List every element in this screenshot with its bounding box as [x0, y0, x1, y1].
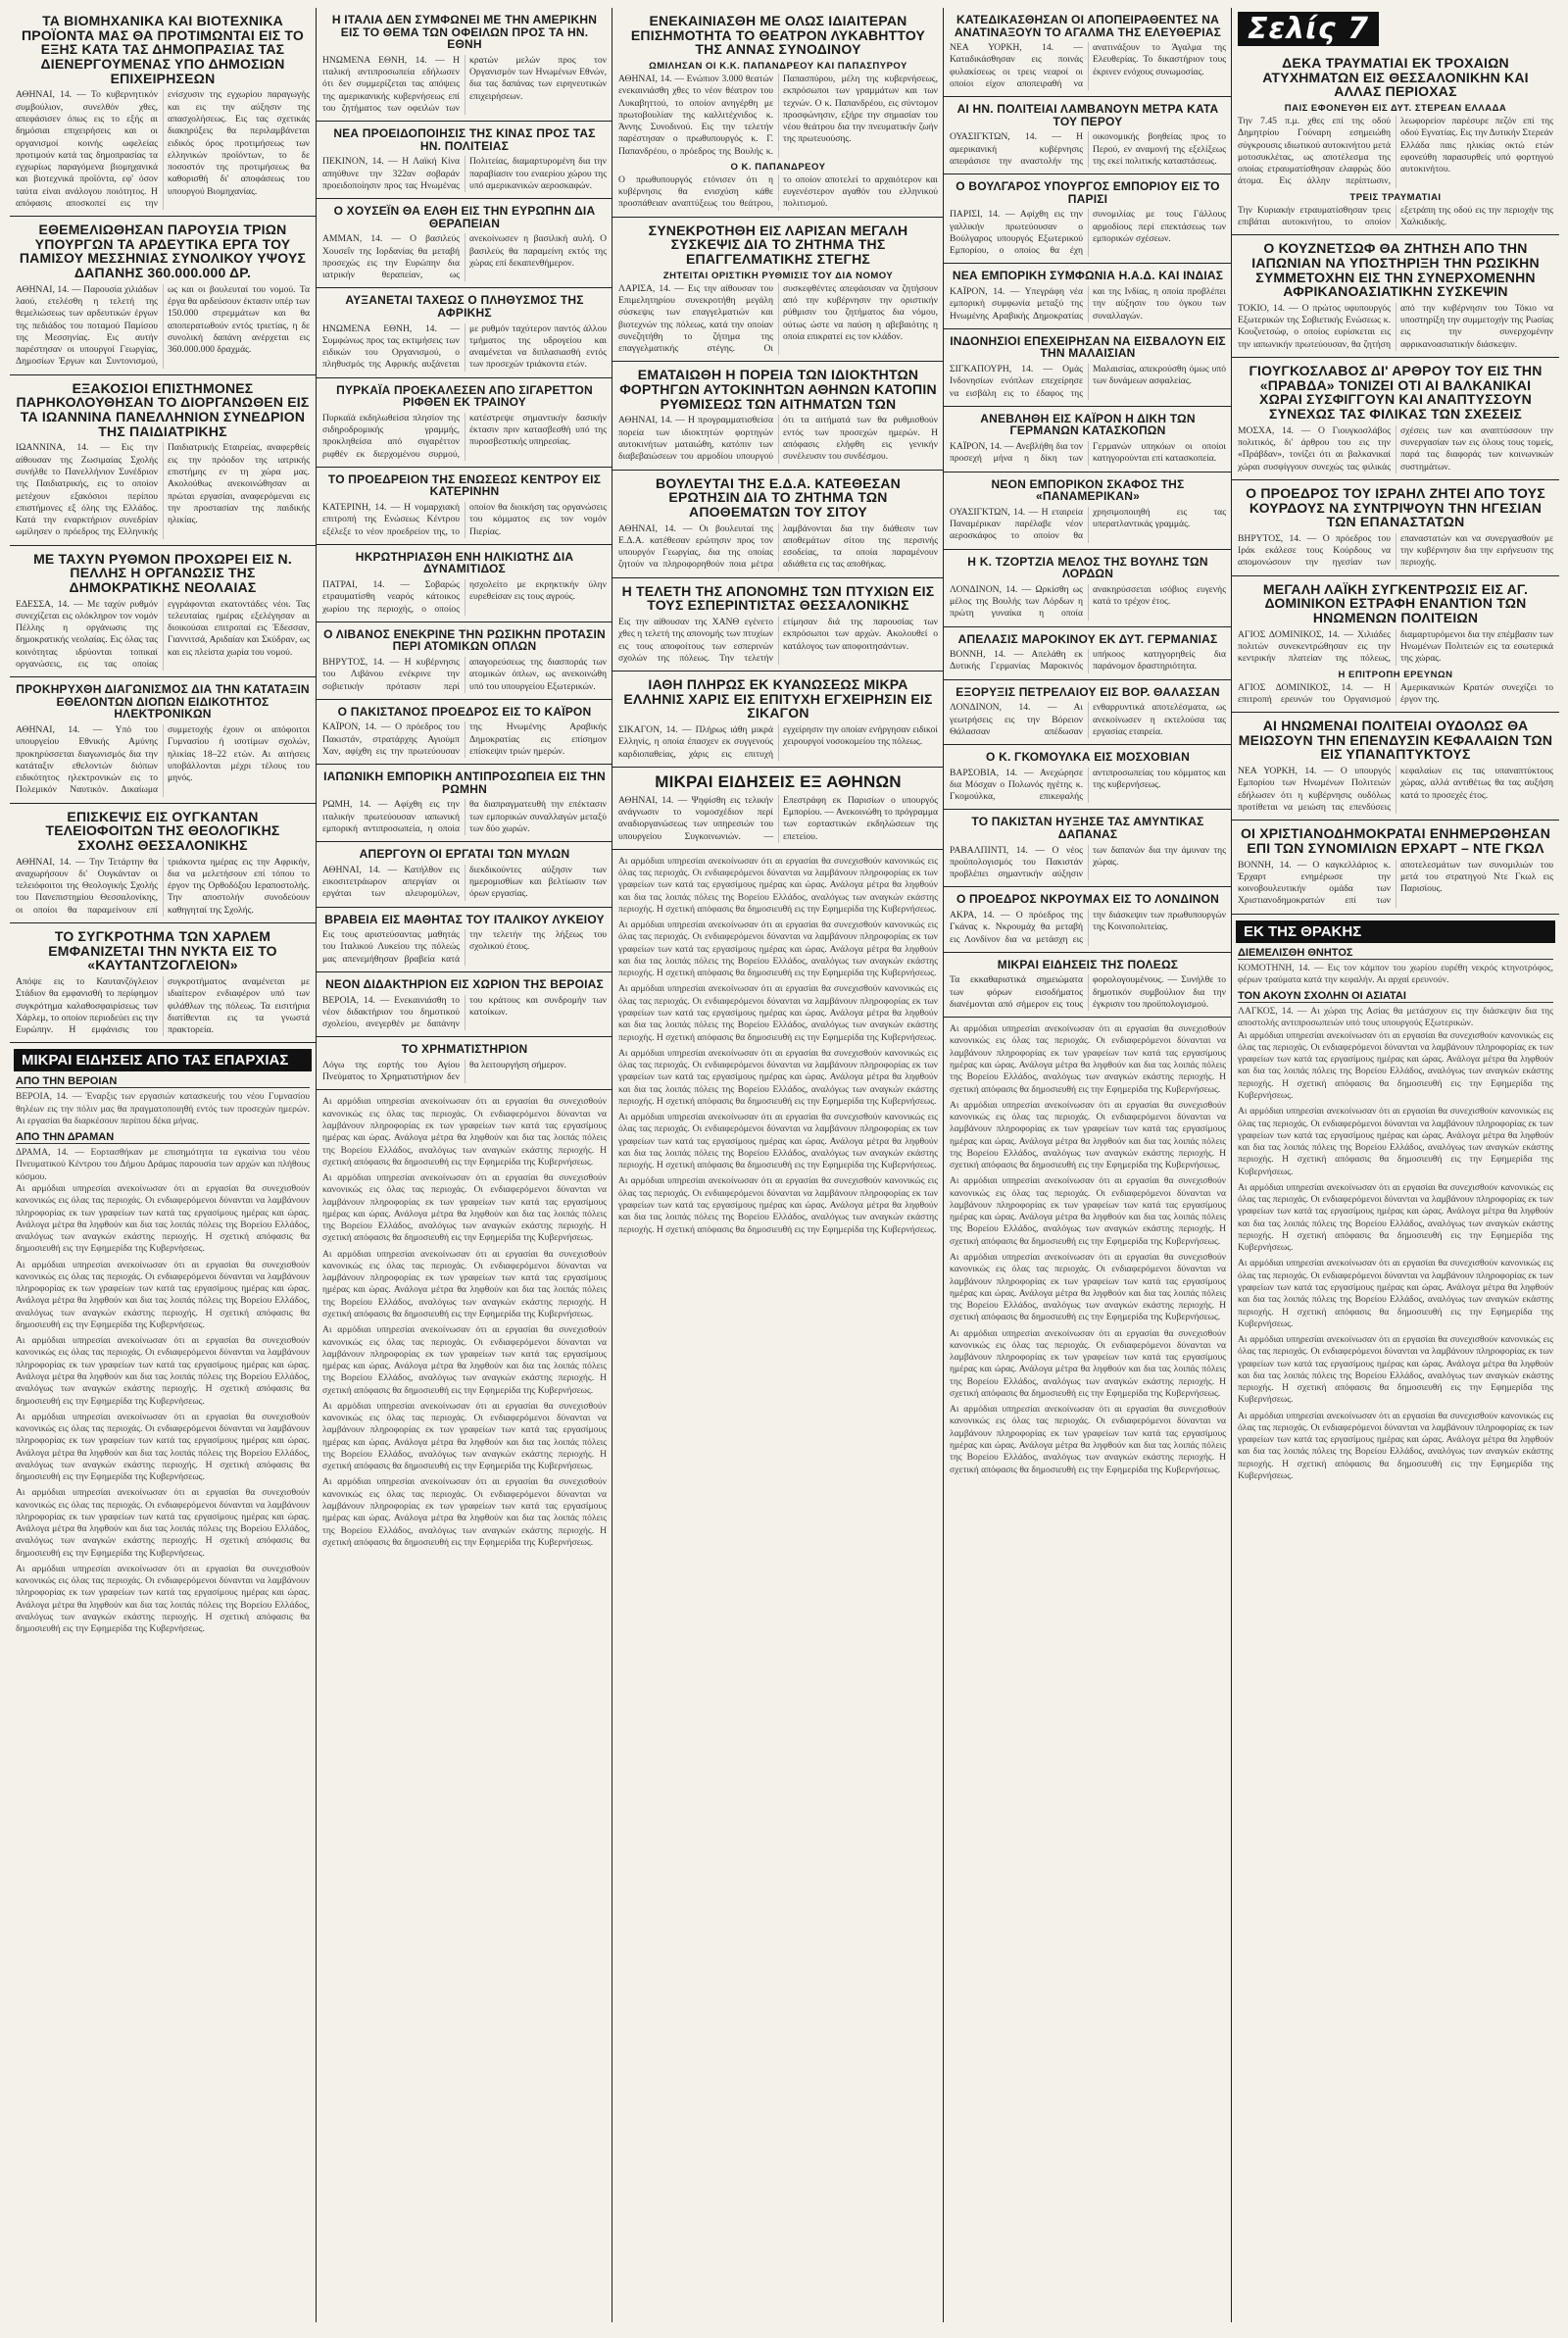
news-article	[317, 551, 612, 622]
article-body: ΚΑΪΡΟΝ, 14. — Ανεβλήθη δια τον προσεχή μήνα η δίκη των Γερμανών υπηκόων οι οποίοι κατηγορούνται επί κατασκοπεία.	[950, 441, 1226, 465]
article-body: ΡΩΜΗ, 14. — Αφίχθη εις την ιταλικήν πρωτεύουσαν ιαπωνική εμπορική αντιπροσωπεία, η οποία θα διαπραγματευθή την επέκτασιν των εμπορικών συναλλαγών μεταξύ των δύο χωρών.	[322, 799, 607, 834]
article-headline: ΙΝΔΟΝΗΣΙΟΙ ΕΠΕΧΕΙΡΗΣΑΝ ΝΑ ΕΙΣΒΑΛΟΥΝ ΕΙΣ ΤΗΝ ΜΑΛΑΙΣΙΑΝ	[950, 333, 1226, 361]
news-article	[612, 773, 944, 850]
article-body: ΛΟΝΔΙΝΟΝ, 14. — Αι γεωτρήσεις εις την Βόρειον Θάλασσαν απέδωσαν ενθαρρυντικά αποτελέσματα, ως ανεκοίνωσεν η εκτελούσα τας εργασίας εταιρεία.	[950, 702, 1226, 737]
column-continuation-text: Αι αρμόδιαι υπηρεσίαι ανεκοίνωσαν ότι αι εργασίαι θα συνεχισθούν κανονικώς εις όλας τας περιοχάς. Οι ενδιαφερόμενοι δύνανται να λαμβάνουν πληροφορίας εκ των γραφείων των κατά τας εργασίμους ημέρας και ώρας. Ανάλογα μέτρα θα ληφθούν και δια τας λοιπάς πόλεις της Βορείου Ελλάδος, αναλόγως των αναγκών εκάστης περιοχής. Η σχετική απόφασις θα δημοσιευθή εις την Εφημερίδα της Κυβερνήσεως.	[618, 1112, 938, 1171]
article-body: ΑΚΡΑ, 14. — Ο πρόεδρος της Γκάνας κ. Νκρουμάχ θα μεταβή εις Λονδίνον δια να μετάσχη εις την διάσκεψιν των πρωθυπουργών της Κοινοπολιτείας.	[950, 910, 1226, 945]
article-headline: ΤΟ ΠΡΟΕΔΡΕΙΟΝ ΤΗΣ ΕΝΩΣΕΩΣ ΚΕΝΤΡΟΥ ΕΙΣ ΚΑΤΕΡΙΝΗΝ	[327, 472, 602, 499]
section-banner: ΕΚ ΤΗΣ ΘΡΑΚΗΣ	[1236, 920, 1555, 943]
page-number-label: Σελίς 7	[1238, 12, 1379, 46]
news-article	[1232, 241, 1559, 358]
news-article	[944, 556, 1232, 627]
column-continuation-text: Αι αρμόδιαι υπηρεσίαι ανεκοίνωσαν ότι αι εργασίαι θα συνεχισθούν κανονικώς εις όλας τας περιοχάς. Οι ενδιαφερόμενοι δύνανται να λαμβάνουν πληροφορίας εκ των γραφείων των κατά τας εργασίμους ημέρας και ώρας. Ανάλογα μέτρα θα ληφθούν και δια τας λοιπάς πόλεις της Βορείου Ελλάδος, αναλόγως των αναγκών εκάστης περιοχής. Η σχετική απόφασις θα δημοσιευθή εις την Εφημερίδα της Κυβερνήσεως.	[1238, 1258, 1553, 1329]
article-body: ΑΘΗΝΑΙ, 14. — Ψηφίσθη εις τελικήν ανάγνωσιν το νομοσχέδιον περί αναδιοργανώσεως των υπηρεσιών του υπουργείου Συγκοινωνιών. — Επεστράφη εκ Παρισίων ο υπουργός Εμπορίου. — Ανεκοινώθη το πρόγραμμα των εορταστικών εκδηλώσεων της επετείου.	[618, 794, 938, 842]
news-article	[1232, 56, 1559, 235]
article-headline: ΤΟ ΧΡΗΜΑΤΙΣΤΗΡΙΟΝ	[401, 1042, 528, 1057]
article-body: Εις την αίθουσαν της ΧΑΝΘ εγένετο χθες η τελετή της απονομής των πτυχίων εις τους αποφοίτους των εσπερινών σχολών της πόλεως. Την τελετήν ετίμησαν διά της παρουσίας των εκπρόσωποι των αρχών. Ακολουθεί ο κατάλογος των αποφοιτησάντων.	[618, 617, 938, 664]
article-headline: ΙΑΠΩΝΙΚΗ ΕΜΠΟΡΙΚΗ ΑΝΤΙΠΡΟΣΩΠΕΙΑ ΕΙΣ ΤΗΝ ΡΩΜΗΝ	[323, 770, 606, 796]
article-body: ΛΑΡΙΣΑ, 14. — Εις την αίθουσαν του Επιμελητηρίου συνεκροτήθη μεγάλη σύσκεψις των επαγγελματιών και βιοτεχνών της πόλεως, κατά την οποίαν συνεζητήθη το ζήτημα της επαγγελματικής στέγης. Οι συσκεφθέντες απεφάσισαν να ζητήσουν από την κυβέρνησιν την οριστικήν ρύθμισιν του ζητήματος δια νόμου, ούτως ώστε να παύση η αβεβαιότης η οποία επικρατεί εις τον κλάδον.	[618, 282, 938, 355]
article-headline: ΚΑΤΕΔΙΚΑΣΘΗΣΑΝ ΟΙ ΑΠΟΠΕΙΡΑΘΕΝΤΕΣ ΝΑ ΑΝΑΤΙΝΑΞΟΥΝ ΤΟ ΑΓΑΛΜΑ ΤΗΣ ΕΛΕΥΘΕΡΙΑΣ	[954, 13, 1222, 39]
article-body: ΝΕΑ ΥΟΡΚΗ, 14. — Ο υπουργός Εμπορίου των Ηνωμένων Πολιτειών εδήλωσεν ότι η κυβέρνησις ουδόλως προτίθεται να μειώση τας επενδύσεις κεφαλαίων εις τας υπαναπτύκτους χώρας, αλλά αντιθέτως θα τας αυξήση κατά το προσεχές έτος.	[1238, 766, 1553, 813]
article-body: ΑΜΜΑΝ, 14. — Ο βασιλεύς Χουσεΐν της Ιορδανίας θα μεταβή προσεχώς εις την Ευρώπην δια ιατρικήν θεραπείαν, ως ανεκοίνωσεν η βασιλική αυλή. Ο βασιλεύς θα παραμείνη εκτός της χώρας επί δεκαπενθήμερον.	[322, 233, 607, 281]
section-item-body: ΒΕΡΟΙΑ, 14. — Έναρξις των εργασιών κατασκευής του νέου Γυμνασίου θηλέων εις την πόλιν μας θα πραγματοποιηθή εντός των προσεχών ημερών. Αι εργασίαι θα διαρκέσουν περίπου δέκα μήνας.	[16, 1091, 310, 1126]
news-article	[317, 384, 612, 468]
column-continuation-text: Αι αρμόδιαι υπηρεσίαι ανεκοίνωσαν ότι αι εργασίαι θα συνεχισθούν κανονικώς εις όλας τας περιοχάς. Οι ενδιαφερόμενοι δύνανται να λαμβάνουν πληροφορίας εκ των γραφείων των κατά τας εργασίμους ημέρας και ώρας. Ανάλογα μέτρα θα ληφθούν και δια τας λοιπάς πόλεις της Βορείου Ελλάδος, αναλόγως των αναγκών εκάστης περιοχής. Η σχετική απόφασις θα δημοσιευθή εις την Εφημερίδα της Κυβερνήσεως.	[322, 1172, 607, 1244]
news-article	[1232, 582, 1559, 713]
column-continuation-text: Αι αρμόδιαι υπηρεσίαι ανεκοίνωσαν ότι αι εργασίαι θα συνεχισθούν κανονικώς εις όλας τας περιοχάς. Οι ενδιαφερόμενοι δύνανται να λαμβάνουν πληροφορίας εκ των γραφείων των κατά τας εργασίμους ημέρας και ώρας. Ανάλογα μέτρα θα ληφθούν και δια τας λοιπάς πόλεις της Βορείου Ελλάδος, αναλόγως των αναγκών εκάστης περιοχής. Η σχετική απόφασις θα δημοσιευθή εις την Εφημερίδα της Κυβερνήσεως.	[950, 1175, 1226, 1247]
news-article	[612, 368, 944, 470]
news-article	[944, 893, 1232, 952]
article-headline: ΜΙΚΡΑΙ ΕΙΔΗΣΕΙΣ ΕΞ ΑΘΗΝΩΝ	[655, 771, 902, 791]
news-article	[944, 751, 1232, 810]
news-article	[10, 381, 316, 546]
article-body: Τα εκκαθαριστικά σημειώματα των φόρων εισοδήματος διανέμονται από σήμερον εις τους φορολογουμένους. — Συνήλθε το δημοτικόν συμβούλιον δια την έγκρισιν του προϋπολογισμού.	[950, 974, 1226, 1010]
column-continuation-text: Αι αρμόδιαι υπηρεσίαι ανεκοίνωσαν ότι αι εργασίαι θα συνεχισθούν κανονικώς εις όλας τας περιοχάς. Οι ενδιαφερόμενοι δύνανται να λαμβάνουν πληροφορίας εκ των γραφείων των κατά τας εργασίμους ημέρας και ώρας. Ανάλογα μέτρα θα ληφθούν και δια τας λοιπάς πόλεις της Βορείου Ελλάδος, αναλόγως των αναγκών εκάστης περιοχής. Η σχετική απόφασις θα δημοσιευθή εις την Εφημερίδα της Κυβερνήσεως.	[950, 1023, 1226, 1095]
news-article	[944, 959, 1232, 1018]
article-headline: ΕΞΑΚΟΣΙΟΙ ΕΠΙΣΤΗΜΟΝΕΣ ΠΑΡΗΚΟΛΟΥΘΗΣΑΝ ΤΟ ΔΙΟΡΓΑΝΩΘΕΝ ΕΙΣ ΤΑ ΙΩΑΝΝΙΝΑ ΠΑΝΕΛΛΗΝΙΟΝ ΣΥΝΕΔΡΙΟΝ ΤΗΣ ΠΑΙΔΙΑΤΡΙΚΗΣ	[16, 379, 310, 439]
news-article	[317, 294, 612, 377]
article-body: ΚΑΪΡΟΝ, 14. — Υπεγράφη νέα εμπορική συμφωνία μεταξύ της Ηνωμένης Αραβικής Δημοκρατίας και της Ινδίας, η οποία προβλέπει την αύξησιν του όγκου των συναλλαγών.	[950, 286, 1226, 322]
news-article	[944, 413, 1232, 473]
article-subheadline: ΠΑΙΣ ΕΦΟΝΕΥΘΗ ΕΙΣ ΔΥΤ. ΣΤΕΡΕΑΝ ΕΛΛΑΔΑ	[1284, 103, 1507, 115]
news-article	[10, 14, 316, 217]
article-headline: ΠΡΟΚΗΡΥΧΘΗ ΔΙΑΓΩΝΙΣΜΟΣ ΔΙΑ ΤΗΝ ΚΑΤΑΤΑΞΙΝ ΕΘΕΛΟΝΤΩΝ ΔΙΟΠΩΝ ΕΙΔΙΚΟΤΗΤΟΣ ΗΛΕΚΤΡΟΝΙΚΩΝ	[16, 682, 310, 721]
article-headline: Ο ΠΡΟΕΔΡΟΣ ΝΚΡΟΥΜΑΧ ΕΙΣ ΤΟ ΛΟΝΔΙΝΟΝ	[956, 892, 1220, 907]
article-subheadline: ΩΜΙΛΗΣΑΝ ΟΙ Κ.Κ. ΠΑΠΑΝΔΡΕΟΥ ΚΑΙ ΠΑΠΑΣΠΥΡΟΥ	[649, 61, 907, 73]
article-body: ΕΔΕΣΣΑ, 14. — Με ταχύν ρυθμόν συνεχίζεται εις ολόκληρον τον νομόν Πέλλης η οργάνωσις της δημοκρατικής νεολαίας. Εις όλας τας κοινότητας ιδρύονται τοπικαί οργανώσεις, εις τας οποίας εγγράφονται εκατοντάδες νέοι. Τας τελευταίας ημέρας εξελέγησαν αι διοικούσαι επιτροπαί εις Έδεσσαν, Γιαννιτσά, Αριδαίαν και Σκύδραν, ως και εις πλείστα χωρία του νομού.	[16, 598, 310, 670]
article-body: ΙΩΑΝΝΙΝΑ, 14. — Εις την αίθουσαν της Ζωσιμαίας Σχολής συνήλθε το Πανελλήνιον Συνέδριον της Παιδιατρικής, εις το οποίον μετέχουν εξακόσιοι περίπου επιστήμονες εξ όλης της Ελλάδος. Κατά την εναρκτήριον συνεδρίαν ωμίλησεν ο πρόεδρος της Ελληνικής Παιδιατρικής Εταιρείας, αναφερθείς εις την πρόοδον της ιατρικής επιστήμης εν τη χώρα μας. Ακολούθως ανεκοινώθησαν αι πρώται εργασίαι, αναφερόμεναι εις την προστασίαν της παιδικής ηλικίας.	[16, 442, 310, 538]
news-article	[1232, 826, 1559, 914]
news-article	[944, 270, 1232, 328]
article-body: ΗΝΩΜΕΝΑ ΕΘΝΗ, 14. — Συμφώνως προς τας εκτιμήσεις των ειδικών του Οργανισμού, ο πληθυσμός της Αφρικής αυξάνεται με ρυθμόν ταχύτερον παντός άλλου τμήματος της υδρογείου και αναμένεται να διπλασιασθή εντός των προσεχών τριάκοντα ετών.	[322, 323, 607, 371]
article-body: ΜΟΣΧΑ, 14. — Ο Γιουγκοσλάβος πολιτικός, δι' άρθρου του εις την «Πράβδαν», τονίζει ότι αι βαλκανικαί χώραι συσφίγγουν συνεχώς τας φιλικάς σχέσεις των και αναπτύσσουν την συνεργασίαν των εις όλους τους τομείς, παρά τας διαφοράς των κοινωνικών συστημάτων.	[1238, 424, 1553, 473]
article-headline: ΓΙΟΥΓΚΟΣΛΑΒΟΣ ΔΙ' ΑΡΘΡΟΥ ΤΟΥ ΕΙΣ ΤΗΝ «ΠΡΑΒΔΑ» ΤΟΝΙΖΕΙ ΟΤΙ ΑΙ ΒΑΛΚΑΝΙΚΑΙ ΧΩΡΑΙ ΣΥΣΦΙΓΓΟΥΝ ΚΑΙ ΑΝΑΠΤΥΣΣΟΥΝ ΣΥΝΕΧΩΣ ΤΑΣ ΦΙΛΙΚΑΣ ΤΩΝ ΣΧΕΣΕΙΣ	[1249, 363, 1543, 423]
news-article	[944, 686, 1232, 745]
column-continuation-text: Αι αρμόδιαι υπηρεσίαι ανεκοίνωσαν ότι αι εργασίαι θα συνεχισθούν κανονικώς εις όλας τας περιοχάς. Οι ενδιαφερόμενοι δύνανται να λαμβάνουν πληροφορίας εκ των γραφείων των κατά τας εργασίμους ημέρας και ώρας. Ανάλογα μέτρα θα ληφθούν και δια τας λοιπάς πόλεις της Βορείου Ελλάδος, αναλόγως των αναγκών εκάστης περιοχής. Η σχετική απόφασις θα δημοσιευθή εις την Εφημερίδα της Κυβερνήσεως.	[618, 855, 938, 915]
column-continuation-text: Αι αρμόδιαι υπηρεσίαι ανεκοίνωσαν ότι αι εργασίαι θα συνεχισθούν κανονικώς εις όλας τας περιοχάς. Οι ενδιαφερόμενοι δύνανται να λαμβάνουν πληροφορίας εκ των γραφείων των κατά τας εργασίμους ημέρας και ώρας. Ανάλογα μέτρα θα ληφθούν και δια τας λοιπάς πόλεις της Βορείου Ελλάδος, αναλόγως των αναγκών εκάστης περιοχής. Η σχετική απόφασις θα δημοσιευθή εις την Εφημερίδα της Κυβερνήσεως.	[16, 1182, 310, 1255]
article-body: ΚΑΪΡΟΝ, 14. — Ο πρόεδρος του Πακιστάν, στρατάρχης Αγιούμπ Χαν, αφίχθη εις την πρωτεύουσαν της Ηνωμένης Αραβικής Δημοκρατίας εις επίσημον επίσκεψιν τριών ημερών.	[322, 721, 607, 757]
article-headline: Ο ΛΙΒΑΝΟΣ ΕΝΕΚΡΙΝΕ ΤΗΝ ΡΩΣΙΚΗΝ ΠΡΟΤΑΣΙΝ ΠΕΡΙ ΑΤΟΜΙΚΩΝ ΟΠΛΩΝ	[323, 626, 606, 654]
section-item-title: ΑΠΟ ΤΗΝ ΔΡΑΜΑΝ	[16, 1131, 310, 1144]
news-article	[944, 14, 1232, 97]
article-headline: Ο ΠΑΚΙΣΤΑΝΟΣ ΠΡΟΕΔΡΟΣ ΕΙΣ ΤΟ ΚΑΪΡΟΝ	[337, 704, 592, 719]
article-headline: ΠΥΡΚΑΪΑ ΠΡΟΕΚΑΛΕΣΕΝ ΑΠΟ ΣΙΓΑΡΕΤΤΟΝ ΡΙΦΘΕΝ ΕΚ ΤΡΑΙΝΟΥ	[336, 382, 593, 410]
news-column	[943, 8, 1232, 2322]
column-continuation-text: Αι αρμόδιαι υπηρεσίαι ανεκοίνωσαν ότι αι εργασίαι θα συνεχισθούν κανονικώς εις όλας τας περιοχάς. Οι ενδιαφερόμενοι δύνανται να λαμβάνουν πληροφορίας εκ των γραφείων των κατά τας εργασίμους ημέρας και ώρας. Ανάλογα μέτρα θα ληφθούν και δια τας λοιπάς πόλεις της Βορείου Ελλάδος, αναλόγως των αναγκών εκάστης περιοχής. Η σχετική απόφασις θα δημοσιευθή εις την Εφημερίδα της Κυβερνήσεως.	[1238, 1106, 1553, 1177]
article-body: ΒΟΝΝΗ, 14. — Απελάθη εκ Δυτικής Γερμανίας Μαροκινός υπήκοος κατηγορηθείς δια παράνομον δραστηριότητα.	[950, 649, 1226, 672]
news-column	[316, 8, 612, 2322]
news-article	[317, 628, 612, 700]
article-headline: ΕΠΙΣΚΕΨΙΣ ΕΙΣ ΟΥΓΚΑΝΤΑΝ ΤΕΛΕΙΟΦΟΙΤΩΝ ΤΗΣ ΘΕΟΛΟΓΙΚΗΣ ΣΧΟΛΗΣ ΘΕΣΣΑΛΟΝΙΚΗΣ	[45, 808, 280, 853]
news-article	[317, 706, 612, 765]
column-continuation-text: Αι αρμόδιαι υπηρεσίαι ανεκοίνωσαν ότι αι εργασίαι θα συνεχισθούν κανονικώς εις όλας τας περιοχάς. Οι ενδιαφερόμενοι δύνανται να λαμβάνουν πληροφορίας εκ των γραφείων των κατά τας εργασίμους ημέρας και ώρας. Ανάλογα μέτρα θα ληφθούν και δια τας λοιπάς πόλεις της Βορείου Ελλάδος, αναλόγως των αναγκών εκάστης περιοχής. Η σχετική απόφασις θα δημοσιευθή εις την Εφημερίδα της Κυβερνήσεως.	[1238, 1410, 1553, 1481]
article-body: ΒΕΡΟΙΑ, 14. — Ενεκαινιάσθη το νέον διδακτήριον του δημοτικού σχολείου, ανεγερθέν με δαπάνην του κράτους και συνδρομήν των κατοίκων.	[322, 994, 607, 1030]
article-headline: ΜΕΓΑΛΗ ΛΑΪΚΗ ΣΥΓΚΕΝΤΡΩΣΙΣ ΕΙΣ ΑΓ. ΔΟΜΙΝΙΚΟΝ ΕΣΤΡΑΦΗ ΕΝΑΝΤΙΟΝ ΤΩΝ ΗΝΩΜΕΝΩΝ ΠΟΛΙΤΕΙΩΝ	[1262, 580, 1529, 626]
news-article	[944, 816, 1232, 887]
column-continuation-text: Αι αρμόδιαι υπηρεσίαι ανεκοίνωσαν ότι αι εργασίαι θα συνεχισθούν κανονικώς εις όλας τας περιοχάς. Οι ενδιαφερόμενοι δύνανται να λαμβάνουν πληροφορίας εκ των γραφείων των κατά τας εργασίμους ημέρας και ώρας. Ανάλογα μέτρα θα ληφθούν και δια τας λοιπάς πόλεις της Βορείου Ελλάδος, αναλόγως των αναγκών εκάστης περιοχής. Η σχετική απόφασις θα δημοσιευθή εις την Εφημερίδα της Κυβερνήσεως.	[618, 920, 938, 979]
news-article	[944, 335, 1232, 407]
article-headline: Η ΤΕΛΕΤΗ ΤΗΣ ΑΠΟΝΟΜΗΣ ΤΩΝ ΠΤΥΧΙΩΝ ΕΙΣ ΤΟΥΣ ΕΣΠΕΡΙΝΤΙΣΤΑΣ ΘΕΣΣΑΛΟΝΙΚΗΣ	[621, 582, 935, 614]
article-body: ΒΗΡΥΤΟΣ, 14. — Ο πρόεδρος του Ιράκ εκάλεσε τους Κούρδους να απομονώσουν την ηγεσίαν των επαναστατών και να συνεργασθούν με την κυβέρνησιν δια την ειρήνευσιν της περιοχής.	[1238, 532, 1553, 569]
article-headline: ΝΕΑ ΠΡΟΕΙΔΟΠΟΙΗΣΙΣ ΤΗΣ ΚΙΝΑΣ ΠΡΟΣ ΤΑΣ ΗΝ. ΠΟΛΙΤΕΙΑΣ	[333, 126, 596, 153]
article-body: ΣΙΓΚΑΠΟΥΡΗ, 14. — Ομάς Ινδονησίων ενόπλων επεχείρησε να εισβάλη εις το έδαφος της Μαλαισίας, απεκρούσθη όμως υπό των δυνάμεων ασφαλείας.	[950, 364, 1226, 399]
column-continuation-text: Αι αρμόδιαι υπηρεσίαι ανεκοίνωσαν ότι αι εργασίαι θα συνεχισθούν κανονικώς εις όλας τας περιοχάς. Οι ενδιαφερόμενοι δύνανται να λαμβάνουν πληροφορίας εκ των γραφείων των κατά τας εργασίμους ημέρας και ώρας. Ανάλογα μέτρα θα ληφθούν και δια τας λοιπάς πόλεις της Βορείου Ελλάδος, αναλόγως των αναγκών εκάστης περιοχής. Η σχετική απόφασις θα δημοσιευθή εις την Εφημερίδα της Κυβερνήσεως.	[322, 1324, 607, 1396]
news-article	[10, 683, 316, 803]
news-article	[1232, 364, 1559, 480]
news-article	[317, 914, 612, 972]
article-headline: Ο ΠΡΟΕΔΡΟΣ ΤΟΥ ΙΣΡΑΗΛ ΖΗΤΕΙ ΑΠΟ ΤΟΥΣ ΚΟΥΡΔΟΥΣ ΝΑ ΣΥΝΤΡΙΨΟΥΝ ΤΗΝ ΗΓΕΣΙΑΝ ΤΩΝ ΕΠΑΝΑΣΤΑΤΩΝ	[1246, 484, 1545, 530]
article-headline: Η Κ. ΤΖΟΡΤΖΙΑ ΜΕΛΟΣ ΤΗΣ ΒΟΥΛΗΣ ΤΩΝ ΛΟΡΔΩΝ	[967, 554, 1208, 581]
section-item-body: ΔΡΑΜΑ, 14. — Εορτασθήκαν με επισημότητα τα εγκαίνια του νέου Πνευματικού Κέντρου του Δήμου Δράμας παρουσία των αρχών και πλήθους κόσμου.	[16, 1147, 310, 1182]
news-article	[10, 929, 316, 1043]
article-subsection-title: Η ΕΠΙΤΡΟΠΗ ΕΡΕΥΝΩΝ	[1338, 669, 1453, 680]
column-continuation-text: Αι αρμόδιαι υπηρεσίαι ανεκοίνωσαν ότι αι εργασίαι θα συνεχισθούν κανονικώς εις όλας τας περιοχάς. Οι ενδιαφερόμενοι δύνανται να λαμβάνουν πληροφορίας εκ των γραφείων των κατά τας εργασίμους ημέρας και ώρας. Ανάλογα μέτρα θα ληφθούν και δια τας λοιπάς πόλεις της Βορείου Ελλάδος, αναλόγως των αναγκών εκάστης περιοχής. Η σχετική απόφασις θα δημοσιευθή εις την Εφημερίδα της Κυβερνήσεως.	[950, 1327, 1226, 1399]
news-article	[317, 848, 612, 907]
article-body: Απόψε εις το Καυτανζόγλειον Στάδιον θα εμφανισθή το περίφημον συγκρότημα καλαθοσφαιρίσεως των Χάρλεμ, το οποίον περιοδεύει εις την Ευρώπην. Η εμφάνισις του συγκροτήματος αναμένεται με ιδιαίτερον ενδιαφέρον υπό των φιλάθλων της πόλεως. Τα εισιτήρια διατίθενται εις τα γνωστά πρακτορεία.	[16, 976, 310, 1036]
news-article	[10, 552, 316, 678]
section-item-body: ΚΟΜΟΤΗΝΗ, 14. — Εις τον κάμπον του χωρίου ευρέθη νεκρός κτηνοτρόφος, φέρων τραύματα κατά την κεφαλήν. Αι αρχαί ερευνούν.	[1238, 962, 1553, 985]
news-article	[317, 127, 612, 199]
article-headline: ΙΑΘΗ ΠΛΗΡΩΣ ΕΚ ΚΥΑΝΩΣΕΩΣ ΜΙΚΡΑ ΕΛΛΗΝΙΣ ΧΑΡΙΣ ΕΙΣ ΕΠΙΤΥΧΗ ΕΓΧΕΙΡΗΣΙΝ ΕΙΣ ΣΙΚΑΓΟΝ	[623, 676, 933, 721]
news-article	[10, 223, 316, 375]
news-article	[612, 224, 944, 363]
column-continuation-text: Αι αρμόδιαι υπηρεσίαι ανεκοίνωσαν ότι αι εργασίαι θα συνεχισθούν κανονικώς εις όλας τας περιοχάς. Οι ενδιαφερόμενοι δύνανται να λαμβάνουν πληροφορίας εκ των γραφείων των κατά τας εργασίμους ημέρας και ώρας. Ανάλογα μέτρα θα ληφθούν και δια τας λοιπάς πόλεις της Βορείου Ελλάδος, αναλόγως των αναγκών εκάστης περιοχής. Η σχετική απόφασις θα δημοσιευθή εις την Εφημερίδα της Κυβερνήσεως.	[950, 1099, 1226, 1171]
article-headline: ΑΙ ΗΝΩΜΕΝΑΙ ΠΟΛΙΤΕΙΑΙ ΟΥΔΟΛΩΣ ΘΑ ΜΕΙΩΣΟΥΝ ΤΗΝ ΕΠΕΝΔΥΣΙΝ ΚΕΦΑΛΑΙΩΝ ΤΩΝ ΕΙΣ ΥΠΑΝΑΠΤΥΚΤΟΥΣ	[1238, 718, 1553, 763]
news-article	[317, 473, 612, 545]
article-headline: Ο ΧΟΥΣΕΪΝ ΘΑ ΕΛΘΗ ΕΙΣ ΤΗΝ ΕΥΡΩΠΗΝ ΔΙΑ ΘΕΡΑΠΕΙΑΝ	[333, 204, 596, 230]
article-headline: ΕΝΕΚΑΙΝΙΑΣΘΗ ΜΕ ΟΛΩΣ ΙΔΙΑΙΤΕΡΑΝ ΕΠΙΣΗΜΟΤΗΤΑ ΤΟ ΘΕΑΤΡΟΝ ΛΥΚΑΒΗΤΤΟΥ ΤΗΣ ΑΝΝΑΣ ΣΥΝΟΔΙΝΟΥ	[630, 13, 926, 58]
news-article	[317, 978, 612, 1037]
column-continuation-text: Αι αρμόδιαι υπηρεσίαι ανεκοίνωσαν ότι αι εργασίαι θα συνεχισθούν κανονικώς εις όλας τας περιοχάς. Οι ενδιαφερόμενοι δύνανται να λαμβάνουν πληροφορίας εκ των γραφείων των κατά τας εργασίμους ημέρας και ώρας. Ανάλογα μέτρα θα ληφθούν και δια τας λοιπάς πόλεις της Βορείου Ελλάδος, αναλόγως των αναγκών εκάστης περιοχής. Η σχετική απόφασις θα δημοσιευθή εις την Εφημερίδα της Κυβερνήσεως.	[618, 983, 938, 1043]
article-body: ΑΘΗΝΑΙ, 14. — Η προγραμματισθείσα πορεία των ιδιοκτητών φορτηγών αυτοκινήτων ματαιώθη, κατόπιν των διαβεβαιώσεων του αρμοδίου υπουργού ότι τα αιτήματά των θα ρυθμισθούν εντός των προσεχών ημερών. Η απόφασις ελήφθη εις γενικήν συνέλευσιν του συνδέσμου.	[618, 415, 938, 463]
news-article	[612, 584, 944, 672]
section-item-body: ΛΑΓΚΟΣ, 14. — Αι χώραι της Ασίας θα μετάσχουν εις την διάσκεψιν δια της αποστολής αντιπροσωπειών υπό τους υπουργούς Εξωτερικών.	[1238, 1006, 1553, 1029]
section-banner: ΜΙΚΡΑΙ ΕΙΔΗΣΕΙΣ ΑΠΟ ΤΑΣ ΕΠΑΡΧΙΑΣ	[14, 1049, 312, 1071]
article-headline: ΒΟΥΛΕΥΤΑΙ ΤΗΣ Ε.Δ.Α. ΚΑΤΕΘΕΣΑΝ ΕΡΩΤΗΣΙΝ ΔΙΑ ΤΟ ΖΗΤΗΜΑ ΤΩΝ ΑΠΟΘΕΜΑΤΩΝ ΤΟΥ ΣΙΤΟΥ	[656, 474, 901, 520]
article-body: ΑΘΗΝΑΙ, 14. — Κατήλθον εις εικοσιτετράωρον απεργίαν οι εργάται των αλευρομύλων, διεκδικούντες αύξησιν των ημερομισθίων και βελτίωσιν των όρων εργασίας.	[322, 864, 607, 900]
article-body: Εις τους αριστεύσαντας μαθητάς του Ιταλικού Λυκείου της πόλεώς μας απενεμήθησαν βραβεία κατά την τελετήν της λήξεως του σχολικού έτους.	[322, 929, 607, 965]
news-article	[1232, 719, 1559, 821]
news-article	[317, 1043, 612, 1090]
article-body: ΟΥΑΣΙΓΚΤΩΝ, 14. — Η εταιρεία Παναμέρικαν παρέλαβε νέον αεροσκάφος το οποίον θα χρησιμοποιηθή εις τας υπερατλαντικάς γραμμάς.	[950, 506, 1226, 542]
article-headline: Ο ΒΟΥΛΓΑΡΟΣ ΥΠΟΥΡΓΟΣ ΕΜΠΟΡΙΟΥ ΕΙΣ ΤΟ ΠΑΡΙΣΙ	[956, 179, 1220, 206]
article-body: ΒΟΝΝΗ, 14. — Ο καγκελλάριος κ. Έρχαρτ ενημέρωσε την κοινοβουλευτικήν ομάδα των Χριστιανοδημοκρατών επί των αποτελεσμάτων των συνομιλιών του μετά του στρατηγού Ντε Γκωλ εις Παρισίους.	[1238, 859, 1553, 907]
article-headline: Ο ΚΟΥΖΝΕΤΣΩΦ ΘΑ ΖΗΤΗΣΗ ΑΠΟ ΤΗΝ ΙΑΠΩΝΙΑΝ ΝΑ ΥΠΟΣΤΗΡΙΞΗ ΤΗΝ ΡΩΣΙΚΗΝ ΣΥΜΜΕΤΟΧΗΝ ΕΙΣ ΤΗΝ ΣΥΝΕΡΧΟΜΕΝΗΝ ΑΦΡΙΚΑΝΟΑΣΙΑΤΙΚΗΝ ΣΥΣΚΕΨΙΝ	[1251, 240, 1540, 300]
news-column	[1231, 8, 1559, 2322]
article-body: ΑΘΗΝΑΙ, 14. — Την Τετάρτην θα αναχωρήσουν δι' Ουγκάνταν οι τελειόφοιτοι της Θεολογικής Σχολής του Πανεπιστημίου Θεσσαλονίκης, οι οποίοι θα παραμείνουν επί τριάκοντα ημέρας εις την Αφρικήν, δια να μελετήσουν επί τόπου το έργον της Ορθοδόξου Ιεραποστολής. Την αποστολήν συνοδεύουν καθηγηταί της Σχολής.	[16, 856, 310, 916]
column-continuation-text: Αι αρμόδιαι υπηρεσίαι ανεκοίνωσαν ότι αι εργασίαι θα συνεχισθούν κανονικώς εις όλας τας περιοχάς. Οι ενδιαφερόμενοι δύνανται να λαμβάνουν πληροφορίας εκ των γραφείων των κατά τας εργασίμους ημέρας και ώρας. Ανάλογα μέτρα θα ληφθούν και δια τας λοιπάς πόλεις της Βορείου Ελλάδος, αναλόγως των αναγκών εκάστης περιοχής. Η σχετική απόφασις θα δημοσιευθή εις την Εφημερίδα της Κυβερνήσεως.	[322, 1096, 607, 1168]
article-headline: ΑΠΕΛΑΣΙΣ ΜΑΡΟΚΙΝΟΥ ΕΚ ΔΥΤ. ΓΕΡΜΑΝΙΑΣ	[957, 631, 1218, 646]
article-headline: Ο Κ. ΓΚΟΜΟΥΛΚΑ ΕΙΣ ΜΟΣΧΟΒΙΑΝ	[986, 750, 1190, 765]
article-body: ΚΑΤΕΡΙΝΗ, 14. — Η νομαρχιακή επιτροπή της Ενώσεως Κέντρου εξέλεξε το νέον προεδρείον της, το οποίον θα διοικήση τας οργανώσεις του κόμματος εις τον νομόν Πιερίας.	[322, 502, 607, 537]
article-subheadline: ΖΗΤΕΙΤΑΙ ΟΡΙΣΤΙΚΗ ΡΥΘΜΙΣΙΣ ΤΟΥ ΔΙΑ ΝΟΜΟΥ	[662, 270, 894, 281]
news-column	[10, 8, 316, 2322]
article-headline: ΑΠΕΡΓΟΥΝ ΟΙ ΕΡΓΑΤΑΙ ΤΩΝ ΜΥΛΩΝ	[359, 847, 570, 862]
article-body: ΡΑΒΑΛΠΙΝΤΙ, 14. — Ο νέος προϋπολογισμός του Πακιστάν προβλέπει σημαντικήν αύξησιν των δαπανών δια την άμυναν της χώρας.	[950, 844, 1226, 880]
article-headline: Η ΙΤΑΛΙΑ ΔΕΝ ΣΥΜΦΩΝΕΙ ΜΕ ΤΗΝ ΑΜΕΡΙΚΗΝ ΕΙΣ ΤΟ ΘΕΜΑ ΤΩΝ ΟΦΕΙΛΩΝ ΠΡΟΣ ΤΑ ΗΝ. ΕΘΝΗ	[331, 13, 598, 52]
article-body: ΒΗΡΥΤΟΣ, 14. — Η κυβέρνησις του Λιβάνου ενέκρινε την σοβιετικήν πρότασιν περί απαγορεύσεως της διασποράς των ατομικών όπλων, ως ανεκοινώθη υπό του υπουργείου Εξωτερικών.	[322, 657, 607, 692]
article-body: ΛΟΝΔΙΝΟΝ, 14. — Ωρκίσθη ως μέλος της Βουλής των Λόρδων η πρώτη γυναίκα η οποία ανακηρύσσεται ισόβιος ευγενής κατά το τρέχον έτος.	[950, 583, 1226, 620]
article-body: ΠΑΤΡΑΙ, 14. — Σοβαρώς ετραυματίσθη νεαρός κάτοικος χωρίου της περιοχής, ο οποίος ησχολείτο με εκρηκτικήν ύλην ευρεθείσαν εις τους αγρούς.	[322, 579, 607, 615]
column-continuation-text: Αι αρμόδιαι υπηρεσίαι ανεκοίνωσαν ότι αι εργασίαι θα συνεχισθούν κανονικώς εις όλας τας περιοχάς. Οι ενδιαφερόμενοι δύνανται να λαμβάνουν πληροφορίας εκ των γραφείων των κατά τας εργασίμους ημέρας και ώρας. Ανάλογα μέτρα θα ληφθούν και δια τας λοιπάς πόλεις της Βορείου Ελλάδος, αναλόγως των αναγκών εκάστης περιοχής. Η σχετική απόφασις θα δημοσιευθή εις την Εφημερίδα της Κυβερνήσεως.	[950, 1404, 1226, 1475]
column-continuation-text: Αι αρμόδιαι υπηρεσίαι ανεκοίνωσαν ότι αι εργασίαι θα συνεχισθούν κανονικώς εις όλας τας περιοχάς. Οι ενδιαφερόμενοι δύνανται να λαμβάνουν πληροφορίας εκ των γραφείων των κατά τας εργασίμους ημέρας και ώρας. Ανάλογα μέτρα θα ληφθούν και δια τας λοιπάς πόλεις της Βορείου Ελλάδος, αναλόγως των αναγκών εκάστης περιοχής. Η σχετική απόφασις θα δημοσιευθή εις την Εφημερίδα της Κυβερνήσεως.	[16, 1563, 310, 1635]
article-headline: ΔΕΚΑ ΤΡΑΥΜΑΤΙΑΙ ΕΚ ΤΡΟΧΑΙΩΝ ΑΤΥΧΗΜΑΤΩΝ ΕΙΣ ΘΕΣΣΑΛΟΝΙΚΗΝ ΚΑΙ ΑΛΛΑΣ ΠΕΡΙΟΧΑΣ	[1262, 55, 1529, 100]
article-body: ΗΝΩΜΕΝΑ ΕΘΝΗ, 14. — Η ιταλική αντιπροσωπεία εδήλωσεν ότι δεν συμμερίζεται τας απόψεις της αμερικανικής κυβερνήσεως επί του ζητήματος των οφειλών των κρατών μελών προς τον Οργανισμόν των Ηνωμένων Εθνών, δια τας δαπάνας των ειρηνευτικών επιχειρήσεων.	[322, 54, 607, 114]
section-item-title: ΔΙΕΜΕΛΙΣΘΗ ΘΝΗΤΟΣ	[1238, 947, 1553, 960]
column-continuation-text: Αι αρμόδιαι υπηρεσίαι ανεκοίνωσαν ότι αι εργασίαι θα συνεχισθούν κανονικώς εις όλας τας περιοχάς. Οι ενδιαφερόμενοι δύνανται να λαμβάνουν πληροφορίας εκ των γραφείων των κατά τας εργασίμους ημέρας και ώρας. Ανάλογα μέτρα θα ληφθούν και δια τας λοιπάς πόλεις της Βορείου Ελλάδος, αναλόγως των αναγκών εκάστης περιοχής. Η σχετική απόφασις θα δημοσιευθή εις την Εφημερίδα της Κυβερνήσεως.	[1238, 1029, 1553, 1102]
news-article	[317, 205, 612, 288]
news-column	[612, 8, 944, 2322]
article-headline: ΤΟ ΠΑΚΙΣΤΑΝ ΗΥΞΗΣΕ ΤΑΣ ΑΜΥΝΤΙΚΑΣ ΔΑΠΑΝΑΣ	[971, 815, 1204, 842]
news-article	[612, 14, 944, 218]
article-headline: ΑΥΞΑΝΕΤΑΙ ΤΑΧΕΩΣ Ο ΠΛΗΘΥΣΜΟΣ ΤΗΣ ΑΦΡΙΚΗΣ	[345, 293, 584, 320]
article-body: Την 7.45 π.μ. χθες επί της οδού Δημητρίου Γούναρη εσημειώθη σύγκρουσις ιδιωτικού αυτοκινήτου μετά μοτοσυκλέτας, ως αποτέλεσμα της οποίας ετραυματίσθησαν ελαφρώς δύο άτομα. Εις άλλην περίπτωσιν, λεωφορείον παρέσυρε πεζόν επί της οδού Εγνατίας. Εις την Δυτικήν Στερεάν Ελλάδα παις ηλικίας οκτώ ετών εφονεύθη παρασυρθείς υπό φορτηγού αυτοκινήτου.	[1238, 116, 1553, 187]
article-body: ΤΟΚΙΟ, 14. — Ο πρώτος υφυπουργός Εξωτερικών της Σοβιετικής Ενώσεως κ. Κουζνετσώφ, ο οποίος ευρίσκεται εις την ιαπωνικήν πρωτεύουσαν, θα ζητήση από την κυβέρνησιν του Τόκιο να υποστηρίξη την συμμετοχήν της Ρωσίας εις την συνερχομένην αφρικανοασιατικήν διάσκεψιν.	[1238, 302, 1553, 350]
article-body: ΑΓΙΟΣ ΔΟΜΙΝΙΚΟΣ, 14. — Χιλιάδες πολιτών συνεκεντρώθησαν εις την κεντρικήν πλατείαν της πόλεως, διαμαρτυρόμενοι δια την επέμβασιν των Ηνωμένων Πολιτειών εις τα εσωτερικά της χώρας.	[1238, 628, 1553, 665]
column-continuation-text: Αι αρμόδιαι υπηρεσίαι ανεκοίνωσαν ότι αι εργασίαι θα συνεχισθούν κανονικώς εις όλας τας περιοχάς. Οι ενδιαφερόμενοι δύνανται να λαμβάνουν πληροφορίας εκ των γραφείων των κατά τας εργασίμους ημέρας και ώρας. Ανάλογα μέτρα θα ληφθούν και δια τας λοιπάς πόλεις της Βορείου Ελλάδος, αναλόγως των αναγκών εκάστης περιοχής. Η σχετική απόφασις θα δημοσιευθή εις την Εφημερίδα της Κυβερνήσεως.	[16, 1259, 310, 1330]
article-body: ΑΘΗΝΑΙ, 14. — Ενώπιον 3.000 θεατών ενεκαινιάσθη χθες το νέον θέατρον του Λυκαβηττού, το οποίον ανηγέρθη με πρωτοβουλίαν της καλλιτέχνιδος κ. Άννης Συνοδινού. Εις την τελετήν παρέστησαν ο πρωθυπουργός κ. Γ. Παπανδρέου, ο πρόεδρος της Βουλής κ. Παπασπύρου, μέλη της κυβερνήσεως, εκπρόσωποι των γραμμάτων και των τεχνών. Ο κ. Παπανδρέου, εις σύντομον προσφώνησιν, εξήρε την σημασίαν του νέου θεάτρου δια την πνευματικήν ζωήν της πρωτευούσης.	[618, 74, 938, 157]
news-article	[612, 476, 944, 578]
article-headline: ΑΝΕΒΛΗΘΗ ΕΙΣ ΚΑΪΡΟΝ Η ΔΙΚΗ ΤΩΝ ΓΕΡΜΑΝΩΝ ΚΑΤΑΣΚΟΠΩΝ	[980, 411, 1196, 438]
article-body: Πυρκαϊά εκδηλωθείσα πλησίον της σιδηροδρομικής γραμμής, προκληθείσα από σιγαρέττον ριφθέν εκ διερχομένου συρμού, κατέστρεψε σημαντικήν δασικήν έκτασιν πριν κατασβεσθή υπό της πυροσβεστικής υπηρεσίας.	[322, 412, 607, 460]
article-body: ΑΘΗΝΑΙ, 14. — Παρουσία χιλιάδων λαού, ετελέσθη η τελετή της θεμελιώσεως των αρδευτικών έργων της πεδιάδος του ποταμού Παμίσου της Μεσσηνίας. Εις αυτήν παρέστησαν οι υπουργοί Γεωργίας, Δημοσίων Έργων και Συντονισμού, ως και οι βουλευταί του νομού. Τα έργα θα αρδεύσουν έκτασιν υπέρ των 150.000 στρεμμάτων και θα αποπερατωθούν εντός τριετίας, η δε συνολική δαπάνη ανέρχεται εις 360.000.000 δραχμάς.	[16, 283, 310, 368]
article-body: ΠΕΚΙΝΟΝ, 14. — Η Λαϊκή Κίνα απηύθυνε την 322αν σοβαράν προειδοποίησιν προς τας Ηνωμένας Πολιτείας, διαμαρτυρομένη δια την παραβίασιν του εναερίου χώρου της υπό αμερικανικών αεροσκαφών.	[322, 156, 607, 191]
article-headline: ΜΙΚΡΑΙ ΕΙΔΗΣΕΙΣ ΤΗΣ ΠΟΛΕΩΣ	[997, 957, 1179, 971]
article-headline: ΝΕΑ ΕΜΠΟΡΙΚΗ ΣΥΜΦΩΝΙΑ Η.Α.Δ. ΚΑΙ ΙΝΔΙΑΣ	[952, 269, 1224, 283]
article-headline: ΤΑ ΒΙΟΜΗΧΑΝΙΚΑ ΚΑΙ ΒΙΟΤΕΧΝΙΚΑ ΠΡΟΪΟΝΤΑ ΜΑΣ ΘΑ ΠΡΟΤΙΜΩΝΤΑΙ ΕΙΣ ΤΟ ΕΞΗΣ ΚΑΤΑ ΤΑΣ ΔΗΜΟΠΡΑΣΙΑΣ ΤΑΣ ΔΙΕΝΕΡΓΟΥΜΕΝΑΣ ΥΠΟ ΔΗΜΟΣΙΩΝ ΕΠΙΧΕΙΡΗΣΕΩΝ	[21, 13, 304, 86]
column-continuation-text: Αι αρμόδιαι υπηρεσίαι ανεκοίνωσαν ότι αι εργασίαι θα συνεχισθούν κανονικώς εις όλας τας περιοχάς. Οι ενδιαφερόμενοι δύνανται να λαμβάνουν πληροφορίας εκ των γραφείων των κατά τας εργασίμους ημέρας και ώρας. Ανάλογα μέτρα θα ληφθούν και δια τας λοιπάς πόλεις της Βορείου Ελλάδος, αναλόγως των αναγκών εκάστης περιοχής. Η σχετική απόφασις θα δημοσιευθή εις την Εφημερίδα της Κυβερνήσεως.	[1238, 1334, 1553, 1406]
news-article	[944, 103, 1232, 174]
article-subsection-title: Ο Κ. ΠΑΠΑΝΔΡΕΟΥ	[730, 161, 826, 173]
column-continuation-text: Αι αρμόδιαι υπηρεσίαι ανεκοίνωσαν ότι αι εργασίαι θα συνεχισθούν κανονικώς εις όλας τας περιοχάς. Οι ενδιαφερόμενοι δύνανται να λαμβάνουν πληροφορίας εκ των γραφείων των κατά τας εργασίμους ημέρας και ώρας. Ανάλογα μέτρα θα ληφθούν και δια τας λοιπάς πόλεις της Βορείου Ελλάδος, αναλόγως των αναγκών εκάστης περιοχής. Η σχετική απόφασις θα δημοσιευθή εις την Εφημερίδα της Κυβερνήσεως.	[322, 1476, 607, 1548]
article-headline: ΗΚΡΩΤΗΡΙΑΣΘΗ ΕΝΗ ΗΛΙΚΙΩΤΗΣ ΔΙΑ ΔΥΝΑΜΙΤΙΔΟΣ	[355, 549, 574, 576]
news-article	[1232, 486, 1559, 576]
article-subsection-body: Την Κυριακήν ετραυματίσθησαν τρεις επιβάται αυτοκινήτου, το οποίον εξετράπη της οδού εις την περιοχήν της Χαλκιδικής.	[1238, 204, 1553, 227]
column-continuation-text: Αι αρμόδιαι υπηρεσίαι ανεκοίνωσαν ότι αι εργασίαι θα συνεχισθούν κανονικώς εις όλας τας περιοχάς. Οι ενδιαφερόμενοι δύνανται να λαμβάνουν πληροφορίας εκ των γραφείων των κατά τας εργασίμους ημέρας και ώρας. Ανάλογα μέτρα θα ληφθούν και δια τας λοιπάς πόλεις της Βορείου Ελλάδος, αναλόγως των αναγκών εκάστης περιοχής. Η σχετική απόφασις θα δημοσιευθή εις την Εφημερίδα της Κυβερνήσεως.	[16, 1411, 310, 1483]
news-article	[944, 180, 1232, 264]
section-item-title: ΤΟΝ ΑΚΟΥΝ ΣΧΟΛΗΝ ΟΙ ΑΣΙΑΤΑΙ	[1238, 990, 1553, 1003]
newspaper-page	[10, 8, 1558, 2322]
article-headline: ΕΘΕΜΕΛΙΩΘΗΣΑΝ ΠΑΡΟΥΣΙΑ ΤΡΙΩΝ ΥΠΟΥΡΓΩΝ ΤΑ ΑΡΔΕΥΤΙΚΑ ΕΡΓΑ ΤΟΥ ΠΑΜΙΣΟΥ ΜΕΣΣΗΝΙΑΣ ΣΥΝΟΛΙΚΟΥ ΥΨΟΥΣ ΔΑΠΑΝΗΣ 360.000.000 ΔΡ.	[19, 222, 307, 281]
article-body: ΣΙΚΑΓΟΝ, 14. — Πλήρως ιάθη μικρά Ελληνίς, η οποία έπασχεν εκ συγγενούς καρδιοπαθείας, χάρις εις επιτυχή εγχείρησιν την οποίαν ενήργησαν ειδικοί χειρουργοί νοσοκομείου της πόλεως.	[618, 724, 938, 760]
article-headline: ΟΙ ΧΡΙΣΤΙΑΝΟΔΗΜΟΚΡΑΤΑΙ ΕΝΗΜΕΡΩΘΗΣΑΝ ΕΠΙ ΤΩΝ ΣΥΝΟΜΙΛΙΩΝ ΕΡΧΑΡΤ – ΝΤΕ ΓΚΩΛ	[1240, 825, 1551, 856]
article-headline: ΣΥΝΕΚΡΟΤΗΘΗ ΕΙΣ ΛΑΡΙΣΑΝ ΜΕΓΑΛΗ ΣΥΣΚΕΨΙΣ ΔΙΑ ΤΟ ΖΗΤΗΜΑ ΤΗΣ ΕΠΑΓΓΕΛΜΑΤΙΚΗΣ ΣΤΕΓΗΣ	[648, 222, 908, 268]
section-item-title: ΑΠΟ ΤΗΝ ΒΕΡΟΙΑΝ	[16, 1075, 310, 1088]
article-headline: ΝΕΟΝ ΕΜΠΟΡΙΚΟΝ ΣΚΑΦΟΣ ΤΗΣ «ΠΑΝΑΜΕΡΙΚΑΝ»	[991, 476, 1185, 504]
column-continuation-text: Αι αρμόδιαι υπηρεσίαι ανεκοίνωσαν ότι αι εργασίαι θα συνεχισθούν κανονικώς εις όλας τας περιοχάς. Οι ενδιαφερόμενοι δύνανται να λαμβάνουν πληροφορίας εκ των γραφείων των κατά τας εργασίμους ημέρας και ώρας. Ανάλογα μέτρα θα ληφθούν και δια τας λοιπάς πόλεις της Βορείου Ελλάδος, αναλόγως των αναγκών εκάστης περιοχής. Η σχετική απόφασις θα δημοσιευθή εις την Εφημερίδα της Κυβερνήσεως.	[950, 1252, 1226, 1323]
article-headline: ΜΕ ΤΑΧΥΝ ΡΥΘΜΟΝ ΠΡΟΧΩΡΕΙ ΕΙΣ Ν. ΠΕΛΛΗΣ Η ΟΡΓΑΝΩΣΙΣ ΤΗΣ ΔΗΜΟΚΡΑΤΙΚΗΣ ΝΕΟΛΑΙΑΣ	[33, 550, 292, 595]
news-article	[317, 771, 612, 842]
column-continuation-text: Αι αρμόδιαι υπηρεσίαι ανεκοίνωσαν ότι αι εργασίαι θα συνεχισθούν κανονικώς εις όλας τας περιοχάς. Οι ενδιαφερόμενοι δύνανται να λαμβάνουν πληροφορίας εκ των γραφείων των κατά τας εργασίμους ημέρας και ώρας. Ανάλογα μέτρα θα ληφθούν και δια τας λοιπάς πόλεις της Βορείου Ελλάδος, αναλόγως των αναγκών εκάστης περιοχής. Η σχετική απόφασις θα δημοσιευθή εις την Εφημερίδα της Κυβερνήσεως.	[1238, 1181, 1553, 1254]
article-subsection-body: ΑΓΙΟΣ ΔΟΜΙΝΙΚΟΣ, 14. — Η επιτροπή ερευνών του Οργανισμού Αμερικανικών Κρατών συνεχίζει το έργον της.	[1238, 681, 1553, 705]
news-article	[944, 633, 1232, 680]
article-headline: ΑΙ ΗΝ. ΠΟΛΙΤΕΙΑΙ ΛΑΜΒΑΝΟΥΝ ΜΕΤΡΑ ΚΑΤΑ ΤΟΥ ΠΕΡΟΥ	[956, 102, 1219, 128]
article-body: ΟΥΑΣΙΓΚΤΩΝ, 14. — Η αμερικανική κυβέρνησις απεφάσισε την αναστολήν της οικονομικής βοηθείας προς το Περού, εν αναμονή της εξελίξεως της εκεί πολιτικής καταστάσεως.	[950, 131, 1226, 167]
article-body: ΒΑΡΣΟΒΙΑ, 14. — Ανεχώρησε δια Μόσχαν ο Πολωνός ηγέτης κ. Γκομούλκα, επικεφαλής αντιπροσωπείας του κόμματος και της κυβερνήσεως.	[950, 767, 1226, 803]
column-continuation-text: Αι αρμόδιαι υπηρεσίαι ανεκοίνωσαν ότι αι εργασίαι θα συνεχισθούν κανονικώς εις όλας τας περιοχάς. Οι ενδιαφερόμενοι δύνανται να λαμβάνουν πληροφορίας εκ των γραφείων των κατά τας εργασίμους ημέρας και ώρας. Ανάλογα μέτρα θα ληφθούν και δια τας λοιπάς πόλεις της Βορείου Ελλάδος, αναλόγως των αναγκών εκάστης περιοχής. Η σχετική απόφασις θα δημοσιευθή εις την Εφημερίδα της Κυβερνήσεως.	[16, 1335, 310, 1407]
article-headline: ΤΟ ΣΥΓΚΡΟΤΗΜΑ ΤΩΝ ΧΑΡΛΕΜ ΕΜΦΑΝΙΖΕΤΑΙ ΤΗΝ ΝΥΚΤΑ ΕΙΣ ΤΟ «ΚΑΥΤΑΝΤΖΟΓΛΕΙΟΝ»	[48, 928, 277, 973]
news-article	[10, 810, 316, 923]
column-continuation-text: Αι αρμόδιαι υπηρεσίαι ανεκοίνωσαν ότι αι εργασίαι θα συνεχισθούν κανονικώς εις όλας τας περιοχάς. Οι ενδιαφερόμενοι δύνανται να λαμβάνουν πληροφορίας εκ των γραφείων των κατά τας εργασίμους ημέρας και ώρας. Ανάλογα μέτρα θα ληφθούν και δια τας λοιπάς πόλεις της Βορείου Ελλάδος, αναλόγως των αναγκών εκάστης περιοχής. Η σχετική απόφασις θα δημοσιευθή εις την Εφημερίδα της Κυβερνήσεως.	[16, 1487, 310, 1559]
news-article	[612, 677, 944, 768]
news-article	[944, 478, 1232, 550]
column-continuation-text: Αι αρμόδιαι υπηρεσίαι ανεκοίνωσαν ότι αι εργασίαι θα συνεχισθούν κανονικώς εις όλας τας περιοχάς. Οι ενδιαφερόμενοι δύνανται να λαμβάνουν πληροφορίας εκ των γραφείων των κατά τας εργασίμους ημέρας και ώρας. Ανάλογα μέτρα θα ληφθούν και δια τας λοιπάς πόλεις της Βορείου Ελλάδος, αναλόγως των αναγκών εκάστης περιοχής. Η σχετική απόφασις θα δημοσιευθή εις την Εφημερίδα της Κυβερνήσεως.	[618, 1175, 938, 1235]
article-body: ΑΘΗΝΑΙ, 14. — Υπό του υπουργείου Εθνικής Αμύνης προκηρύσσεται διαγωνισμός δια την κατάταξιν εθελοντών διόπων ειδικότητος ηλεκτρονικών εις το Πολεμικόν Ναυτικόν. Δικαίωμα συμμετοχής έχουν οι απόφοιτοι Γυμνασίου ή ισοτίμων σχολών, ηλικίας 18–22 ετών. Αι αιτήσεις υποβάλλονται μέχρι τέλους του μηνός.	[16, 724, 310, 796]
column-continuation-text: Αι αρμόδιαι υπηρεσίαι ανεκοίνωσαν ότι αι εργασίαι θα συνεχισθούν κανονικώς εις όλας τας περιοχάς. Οι ενδιαφερόμενοι δύνανται να λαμβάνουν πληροφορίας εκ των γραφείων των κατά τας εργασίμους ημέρας και ώρας. Ανάλογα μέτρα θα ληφθούν και δια τας λοιπάς πόλεις της Βορείου Ελλάδος, αναλόγως των αναγκών εκάστης περιοχής. Η σχετική απόφασις θα δημοσιευθή εις την Εφημερίδα της Κυβερνήσεως.	[322, 1248, 607, 1319]
article-body: ΑΘΗΝΑΙ, 14. — Το κυβερνητικόν συμβούλιον, συνελθόν χθες, απεφάσισεν όπως εις το εξής αι δημόσιαι επιχειρήσεις και οι οργανισμοί κοινής ωφελείας προτιμούν κατά τας δημοπρασίας τα εγχωρίως παραγόμενα βιομηχανικά και βιοτεχνικά προϊόντα, εφ' όσον ταύτα είναι ανάλογου ποιότητος. Η απόφασις αποσκοπεί εις την ενίσχυσιν της εγχωρίου παραγωγής και εις την αύξησιν της απασχολήσεως. Εις τας σχετικάς διακηρύξεις θα περιλαμβάνεται ειδικός όρος προτιμήσεως των ελληνικών προϊόντων, το δε ποσοστόν της προτιμήσεως θα καθορισθή δι' αποφάσεως του υπουργού Βιομηχανίας.	[16, 89, 310, 209]
column-continuation-text: Αι αρμόδιαι υπηρεσίαι ανεκοίνωσαν ότι αι εργασίαι θα συνεχισθούν κανονικώς εις όλας τας περιοχάς. Οι ενδιαφερόμενοι δύνανται να λαμβάνουν πληροφορίας εκ των γραφείων των κατά τας εργασίμους ημέρας και ώρας. Ανάλογα μέτρα θα ληφθούν και δια τας λοιπάς πόλεις της Βορείου Ελλάδος, αναλόγως των αναγκών εκάστης περιοχής. Η σχετική απόφασις θα δημοσιευθή εις την Εφημερίδα της Κυβερνήσεως.	[618, 1047, 938, 1107]
article-headline: ΕΞΟΡΥΞΙΣ ΠΕΤΡΕΛΑΙΟΥ ΕΙΣ ΒΟΡ. ΘΑΛΑΣΣΑΝ	[956, 684, 1220, 699]
column-continuation-text: Αι αρμόδιαι υπηρεσίαι ανεκοίνωσαν ότι αι εργασίαι θα συνεχισθούν κανονικώς εις όλας τας περιοχάς. Οι ενδιαφερόμενοι δύνανται να λαμβάνουν πληροφορίας εκ των γραφείων των κατά τας εργασίμους ημέρας και ώρας. Ανάλογα μέτρα θα ληφθούν και δια τας λοιπάς πόλεις της Βορείου Ελλάδος, αναλόγως των αναγκών εκάστης περιοχής. Η σχετική απόφασις θα δημοσιευθή εις την Εφημερίδα της Κυβερνήσεως.	[322, 1400, 607, 1472]
news-article	[317, 14, 612, 122]
article-headline: ΒΡΑΒΕΙΑ ΕΙΣ ΜΑΘΗΤΑΣ ΤΟΥ ΙΤΑΛΙΚΟΥ ΛΥΚΕΙΟΥ	[324, 912, 605, 926]
article-subsection-body: Ο πρωθυπουργός ετόνισεν ότι η κυβέρνησις θα ενισχύση κάθε προσπάθειαν αναπτύξεως του θεάτρου, το οποίον αποτελεί το αρχαιότερον και ευγενέστερον αγαθόν του ελληνικού πολιτισμού.	[618, 174, 938, 210]
article-headline: ΕΜΑΤΑΙΩΘΗ Η ΠΟΡΕΙΑ ΤΩΝ ΙΔΙΟΚΤΗΤΩΝ ΦΟΡΤΗΓΩΝ ΑΥΤΟΚΙΝΗΤΩΝ ΑΘΗΝΩΝ ΚΑΤΟΠΙΝ ΡΥΘΜΙΣΕΩΣ ΤΩΝ ΑΙΤΗΜΑΤΩΝ ΤΩΝ	[619, 367, 937, 412]
article-headline: ΝΕΟΝ ΔΙΔΑΚΤΗΡΙΟΝ ΕΙΣ ΧΩΡΙΟΝ ΤΗΣ ΒΕΡΟΙΑΣ	[325, 976, 604, 991]
article-subsection-title: ΤΡΕΙΣ ΤΡΑΥΜΑΤΙΑΙ	[1349, 191, 1442, 203]
article-body: ΝΕΑ ΥΟΡΚΗ, 14. — Καταδικάσθησαν εις ποινάς φυλακίσεως οι τρεις νεαροί οι οποίοι είχον αποπειραθή να ανατινάξουν το Άγαλμα της Ελευθερίας. Το δικαστήριον τους έκρινεν ενόχους συνωμοσίας.	[950, 42, 1226, 89]
article-body: ΠΑΡΙΣΙ, 14. — Αφίχθη εις την γαλλικήν πρωτεύουσαν ο Βούλγαρος υπουργός Εξωτερικού Εμπορίου, ο οποίος θα έχη συνομιλίας με τους Γάλλους αρμοδίους περί επεκτάσεως των εμπορικών σχέσεων.	[950, 209, 1226, 257]
article-body: Λόγω της εορτής του Αγίου Πνεύματος το Χρηματιστήριον δεν θα λειτουργήση σήμερον.	[322, 1059, 566, 1083]
article-body: ΑΘΗΝΑΙ, 14. — Οι βουλευταί της Ε.Δ.Α. κατέθεσαν ερώτησιν προς τον υπουργόν Γεωργίας, δια της οποίας ζητούν να πληροφορηθούν ποια μέτρα λαμβάνονται δια την διάθεσιν των αποθεμάτων σίτου της περσινής εσοδείας, τα οποία παραμένουν αδιάθετα εις τας αποθήκας.	[618, 522, 938, 571]
